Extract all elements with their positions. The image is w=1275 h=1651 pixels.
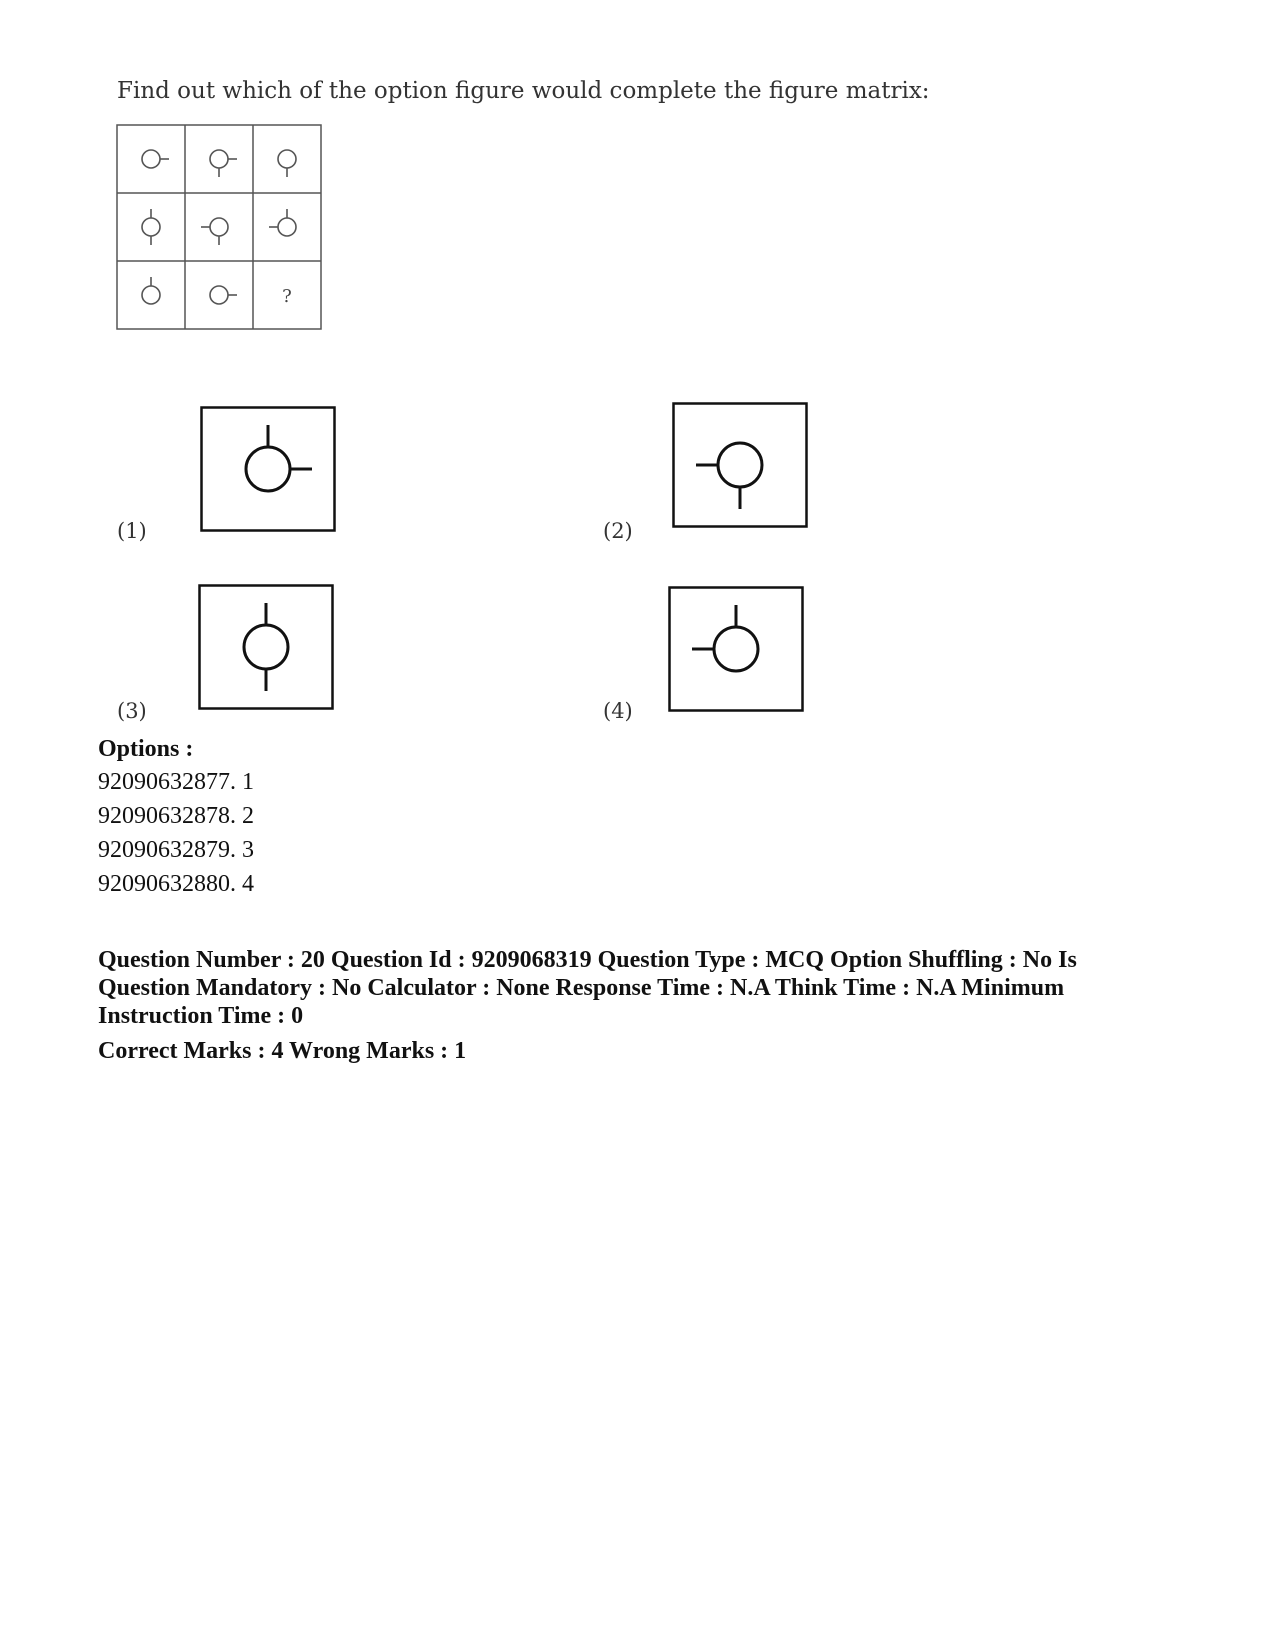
figure-matrix [116, 124, 324, 332]
marks-line: Correct Marks : 4 Wrong Marks : 1 [98, 1038, 467, 1064]
answer-symbol-circle [246, 447, 290, 491]
question-meta-line-1: Question Number : 20 Question Id : 9209068319 Question Type : MCQ Option Shuffling : No Is [98, 947, 1077, 973]
matrix-symbol-circle [278, 218, 296, 236]
answer-symbol-circle [718, 443, 762, 487]
matrix-cell-r1c2 [210, 150, 237, 177]
option-3: 92090632879. 3 [98, 837, 254, 863]
missing-cell-question-mark: ? [282, 286, 292, 307]
matrix-symbol-circle [210, 150, 228, 168]
answer-figure-4 [668, 586, 804, 712]
option-1: 92090632877. 1 [98, 769, 254, 795]
question-prompt: Find out which of the option figure would complete the figure matrix: [117, 78, 930, 104]
matrix-cell-r2c1 [142, 209, 160, 245]
answer-figure-label-1: (1) [117, 519, 147, 543]
option-4: 92090632880. 4 [98, 871, 254, 897]
question-meta-line-2: Question Mandatory : No Calculator : None Response Time : N.A Think Time : N.A Minimum [98, 975, 1065, 1001]
matrix-symbol-circle [142, 286, 160, 304]
matrix-cell-r3c1 [142, 277, 160, 304]
answer-symbol-circle [244, 625, 288, 669]
answer-figure-2 [672, 402, 808, 528]
question-meta-line-3: Instruction Time : 0 [98, 1003, 304, 1029]
answer-symbol-circle [714, 627, 758, 671]
matrix-symbol-circle [142, 218, 160, 236]
answer-figure-3 [198, 584, 334, 710]
answer-figure-label-3: (3) [117, 699, 147, 723]
matrix-symbol-circle [210, 218, 228, 236]
option-2: 92090632878. 2 [98, 803, 254, 829]
answer-figure-label-4: (4) [603, 699, 633, 723]
matrix-cell-r3c2 [210, 286, 237, 304]
options-heading: Options : [98, 736, 194, 762]
matrix-cell-r1c3 [278, 150, 296, 177]
matrix-symbol-circle [278, 150, 296, 168]
matrix-cell-r2c3 [269, 209, 296, 236]
matrix-symbol-circle [210, 286, 228, 304]
answer-figure-label-2: (2) [603, 519, 633, 543]
answer-figure-1 [200, 406, 336, 532]
matrix-symbol-circle [142, 150, 160, 168]
matrix-cell-r2c2 [201, 218, 228, 245]
matrix-cell-r1c1 [142, 150, 169, 168]
matrix-cell-r3c3 [282, 286, 292, 307]
